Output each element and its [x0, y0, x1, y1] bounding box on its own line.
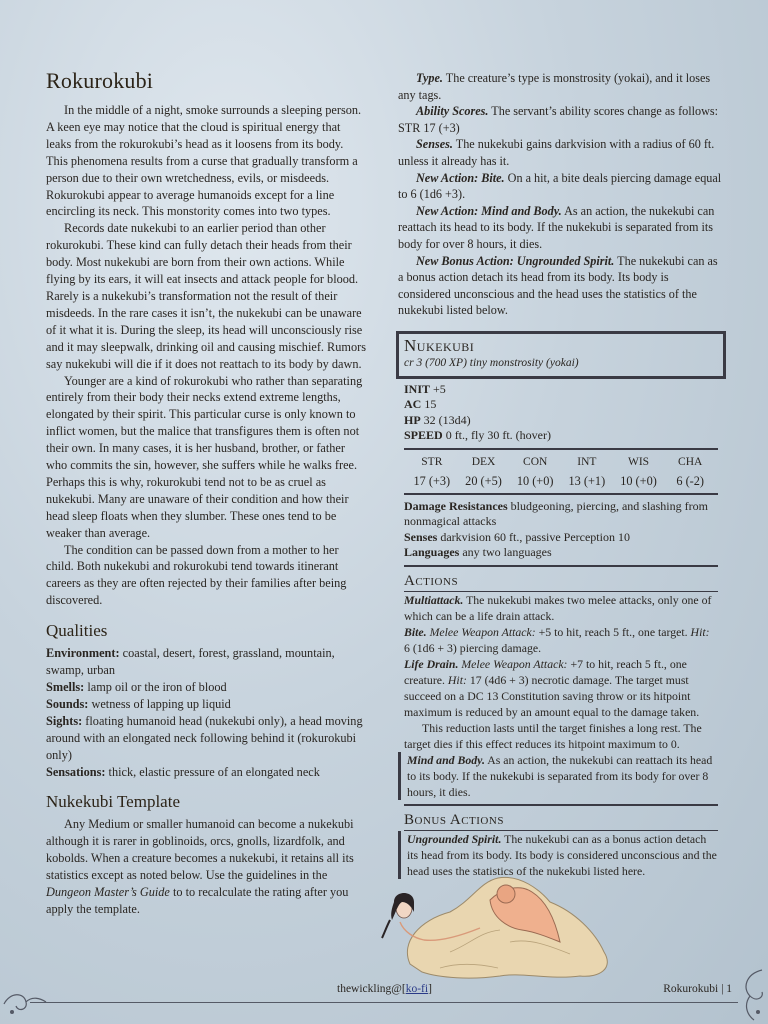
rule-mind-body: New Action: Mind and Body. As an action, the nukekubi can reattach its head to its body. If the nukekubi is separated from its body for over 8 hours, it dies.	[398, 203, 715, 251]
ability-name-con: CON	[523, 455, 548, 468]
ability-value-str: 17 (+3)	[413, 473, 451, 488]
stat-hp: HP 32 (13d4)	[404, 412, 471, 427]
stat-block	[398, 331, 724, 879]
rule-type: Type. The creature’s type is monstrosity (yokai), and it loses	[416, 71, 711, 85]
rule-bite: New Action: Bite. On a hit, a bite deals piercing damage equal to 6 (1d6 +3).	[398, 170, 722, 202]
quality-sensations: Sensations: thick, elastic pressure of an elongated neck	[46, 764, 320, 779]
footer-credit: thewickling@[ko-fi]	[337, 983, 432, 995]
action-mind-body: Mind and Body. As an action, the nukekubi can reattach its head to its body. If the nukekubi is separated from its body for over 8 hours, it dies.	[398, 752, 718, 800]
stat-resistances: Damage Resistances bludgeoning, piercing, and slashing from nonmagical attacks	[404, 498, 708, 529]
intro-paragraph-2: Records date nukekubi to an earlier period than other rokurokubi. These kind can fully detach their heads from their body. Most nukekubi are born from their own actions. While flying by its ears, it will eat insects and attack people for blood. Rarely is a nukekubi’s transformation not the result of their misdeeds. In the rare cases it isn’t, the nukekubi can be unaware of it what it is. During the sleep, its head will unconsciously rise and it may sleepwalk, drinking oil and causing mischief. Rumors say nukekubi will die if it does not reattach to its body by dawn.	[46, 221, 367, 371]
stat-block-header	[396, 331, 726, 379]
page-title: Rokurokubi	[46, 68, 154, 93]
actions-heading: Actions	[404, 573, 718, 592]
ability-value-wis: 10 (+0)	[620, 473, 657, 488]
stat-senses: Senses darkvision 60 ft., passive Perception 10	[404, 529, 630, 544]
intro-paragraph-3: Younger are a kind of rokurokubi who rather than separating entirely from their body their necks extend extreme lengths, elongated by their spirit. This particular curse is only known to inflict women, but the malice that transfigures them is often not their own. In many cases, it is her husband, brother, or father who commits the sin, however, she suffers while he walks free. Perhaps this is why, rokurokubi tend not to be as cruel as nukekubi. Many are unaware of their condition and how their head sleep floats when they slumber. These ones tend to be weaker than average.	[46, 373, 363, 540]
nukekubi-illustration	[380, 872, 630, 982]
stat-languages: Languages any two languages	[404, 545, 552, 560]
footer-rule	[30, 1002, 738, 1003]
ability-name-str: STR	[421, 455, 443, 468]
quality-sounds: Sounds: wetness of lapping up liquid	[46, 696, 231, 711]
intro-paragraph-1: In the middle of a night, smoke surrounds a sleeping person. A keen eye may notice that the cloud is spiritual energy that leaks from the rokurokubi’s head as it loosens from its body. This phenomena results from a curse that gradually transform a person due to their own wretchedness, evils, or misdeeds. Rokurokubi appear to average humanoids except for a line encircling its neck. This monstority comes into two types.	[46, 103, 362, 219]
left-column	[46, 68, 368, 918]
rule-type-cont: any tags.	[398, 87, 442, 102]
divider	[404, 565, 718, 567]
monster-name: Nukekubi	[404, 335, 475, 355]
qualities-heading: Qualities	[46, 621, 108, 641]
stat-ac: AC 15	[404, 397, 437, 412]
intro-paragraph-4: The condition can be passed down from a mother to her child. Both nukekubi and rokurokubi tend towards itinerant careers as they are often rejected by their families after being discovered.	[46, 542, 347, 608]
action-multiattack: Multiattack. The nukekubi makes two melee attacks, only one of which can be a life drain attack.	[404, 592, 712, 623]
rule-ungrounded-spirit: New Bonus Action: Ungrounded Spirit. The nukekubi can as a bonus action detach its head from its body. Its body is considered unconscious and the head uses the statistics of the nukekubi listed below.	[398, 253, 718, 318]
kofi-link[interactable]: ko-fi	[405, 983, 429, 995]
template-paragraph: Any Medium or smaller humanoid can become a nukekubi although it is rarer in goblinoids, orcs, gnolls, lizardfolk, and kobolds. When a creature becomes a nukekubi, it retains all its statistics except as noted below. Use the guidelines in the Dungeon Master’s Guide to to recalculate the rating after you apply the template.	[46, 817, 354, 916]
ability-name-dex: DEX	[471, 455, 496, 468]
ability-name-int: INT	[577, 455, 597, 468]
page-number: Rokurokubi | 1	[663, 983, 732, 995]
ability-name-wis: WIS	[627, 455, 650, 468]
book-title: Dungeon Master’s Guide	[46, 885, 170, 900]
ability-value-cha: 6 (-2)	[676, 473, 705, 488]
flourish-left-icon	[0, 982, 50, 1024]
rule-senses: Senses. The nukekubi gains darkvision with a radius of 60 ft. unless it already has it.	[398, 137, 715, 168]
ability-value-con: 10 (+0)	[516, 473, 554, 488]
ability-name-cha: CHA	[678, 455, 703, 468]
quality-smells: Smells: lamp oil or the iron of blood	[46, 680, 227, 694]
action-life-drain: Life Drain. Melee Weapon Attack: +7 to hit, reach 5 ft., one creature. Hit: 17 (4d6 + 3) necrotic damage. The target must succeed on a DC 13 Constitution saving throw or its hitpoint maximum is reduced by an amount equal to the damage taken.	[404, 656, 700, 719]
template-heading: Nukekubi Template	[46, 792, 180, 812]
bonus-actions-heading: Bonus Actions	[404, 812, 718, 831]
quality-sights: Sights: floating humanoid head (nukekubi only), a head moving around with an elongated neck following behind it (rokurokubi only)	[46, 713, 363, 762]
divider	[404, 448, 718, 450]
quality-environment: Environment: coastal, desert, forest, grassland, mountain, swamp, urban	[46, 646, 335, 678]
divider	[404, 804, 718, 806]
stat-block-body	[398, 379, 724, 879]
stat-speed: SPEED 0 ft., fly 30 ft. (hover)	[404, 428, 551, 443]
right-column	[398, 70, 724, 879]
ability-value-dex: 20 (+5)	[465, 473, 502, 488]
action-life-drain-cont: This reduction lasts until the target finishes a long rest. The target dies if this effect reduces its hitpoint maximum to 0.	[404, 720, 702, 751]
rule-ability-scores: Ability Scores. The servant’s ability scores change as follows: STR 17 (+3)	[398, 104, 719, 135]
ability-names	[404, 456, 718, 468]
monster-subtitle: cr 3 (700 XP) tiny monstrosity (yokai)	[404, 356, 579, 369]
ability-values	[404, 474, 718, 489]
stat-init: INIT +5	[404, 381, 446, 396]
bonus-action-ungrounded-spirit: Ungrounded Spirit. The nukekubi can as a bonus action detach its head from its body. Its body is considered unconscious and the head uses the statistics of the nukekubi listed here.	[398, 831, 718, 879]
ability-value-int: 13 (+1)	[568, 473, 606, 488]
divider	[404, 493, 718, 495]
flourish-right-icon	[724, 966, 768, 1024]
action-bite: Bite. Melee Weapon Attack: +5 to hit, reach 5 ft., one target. Hit: 6 (1d6 + 3) piercing damage.	[404, 624, 710, 655]
